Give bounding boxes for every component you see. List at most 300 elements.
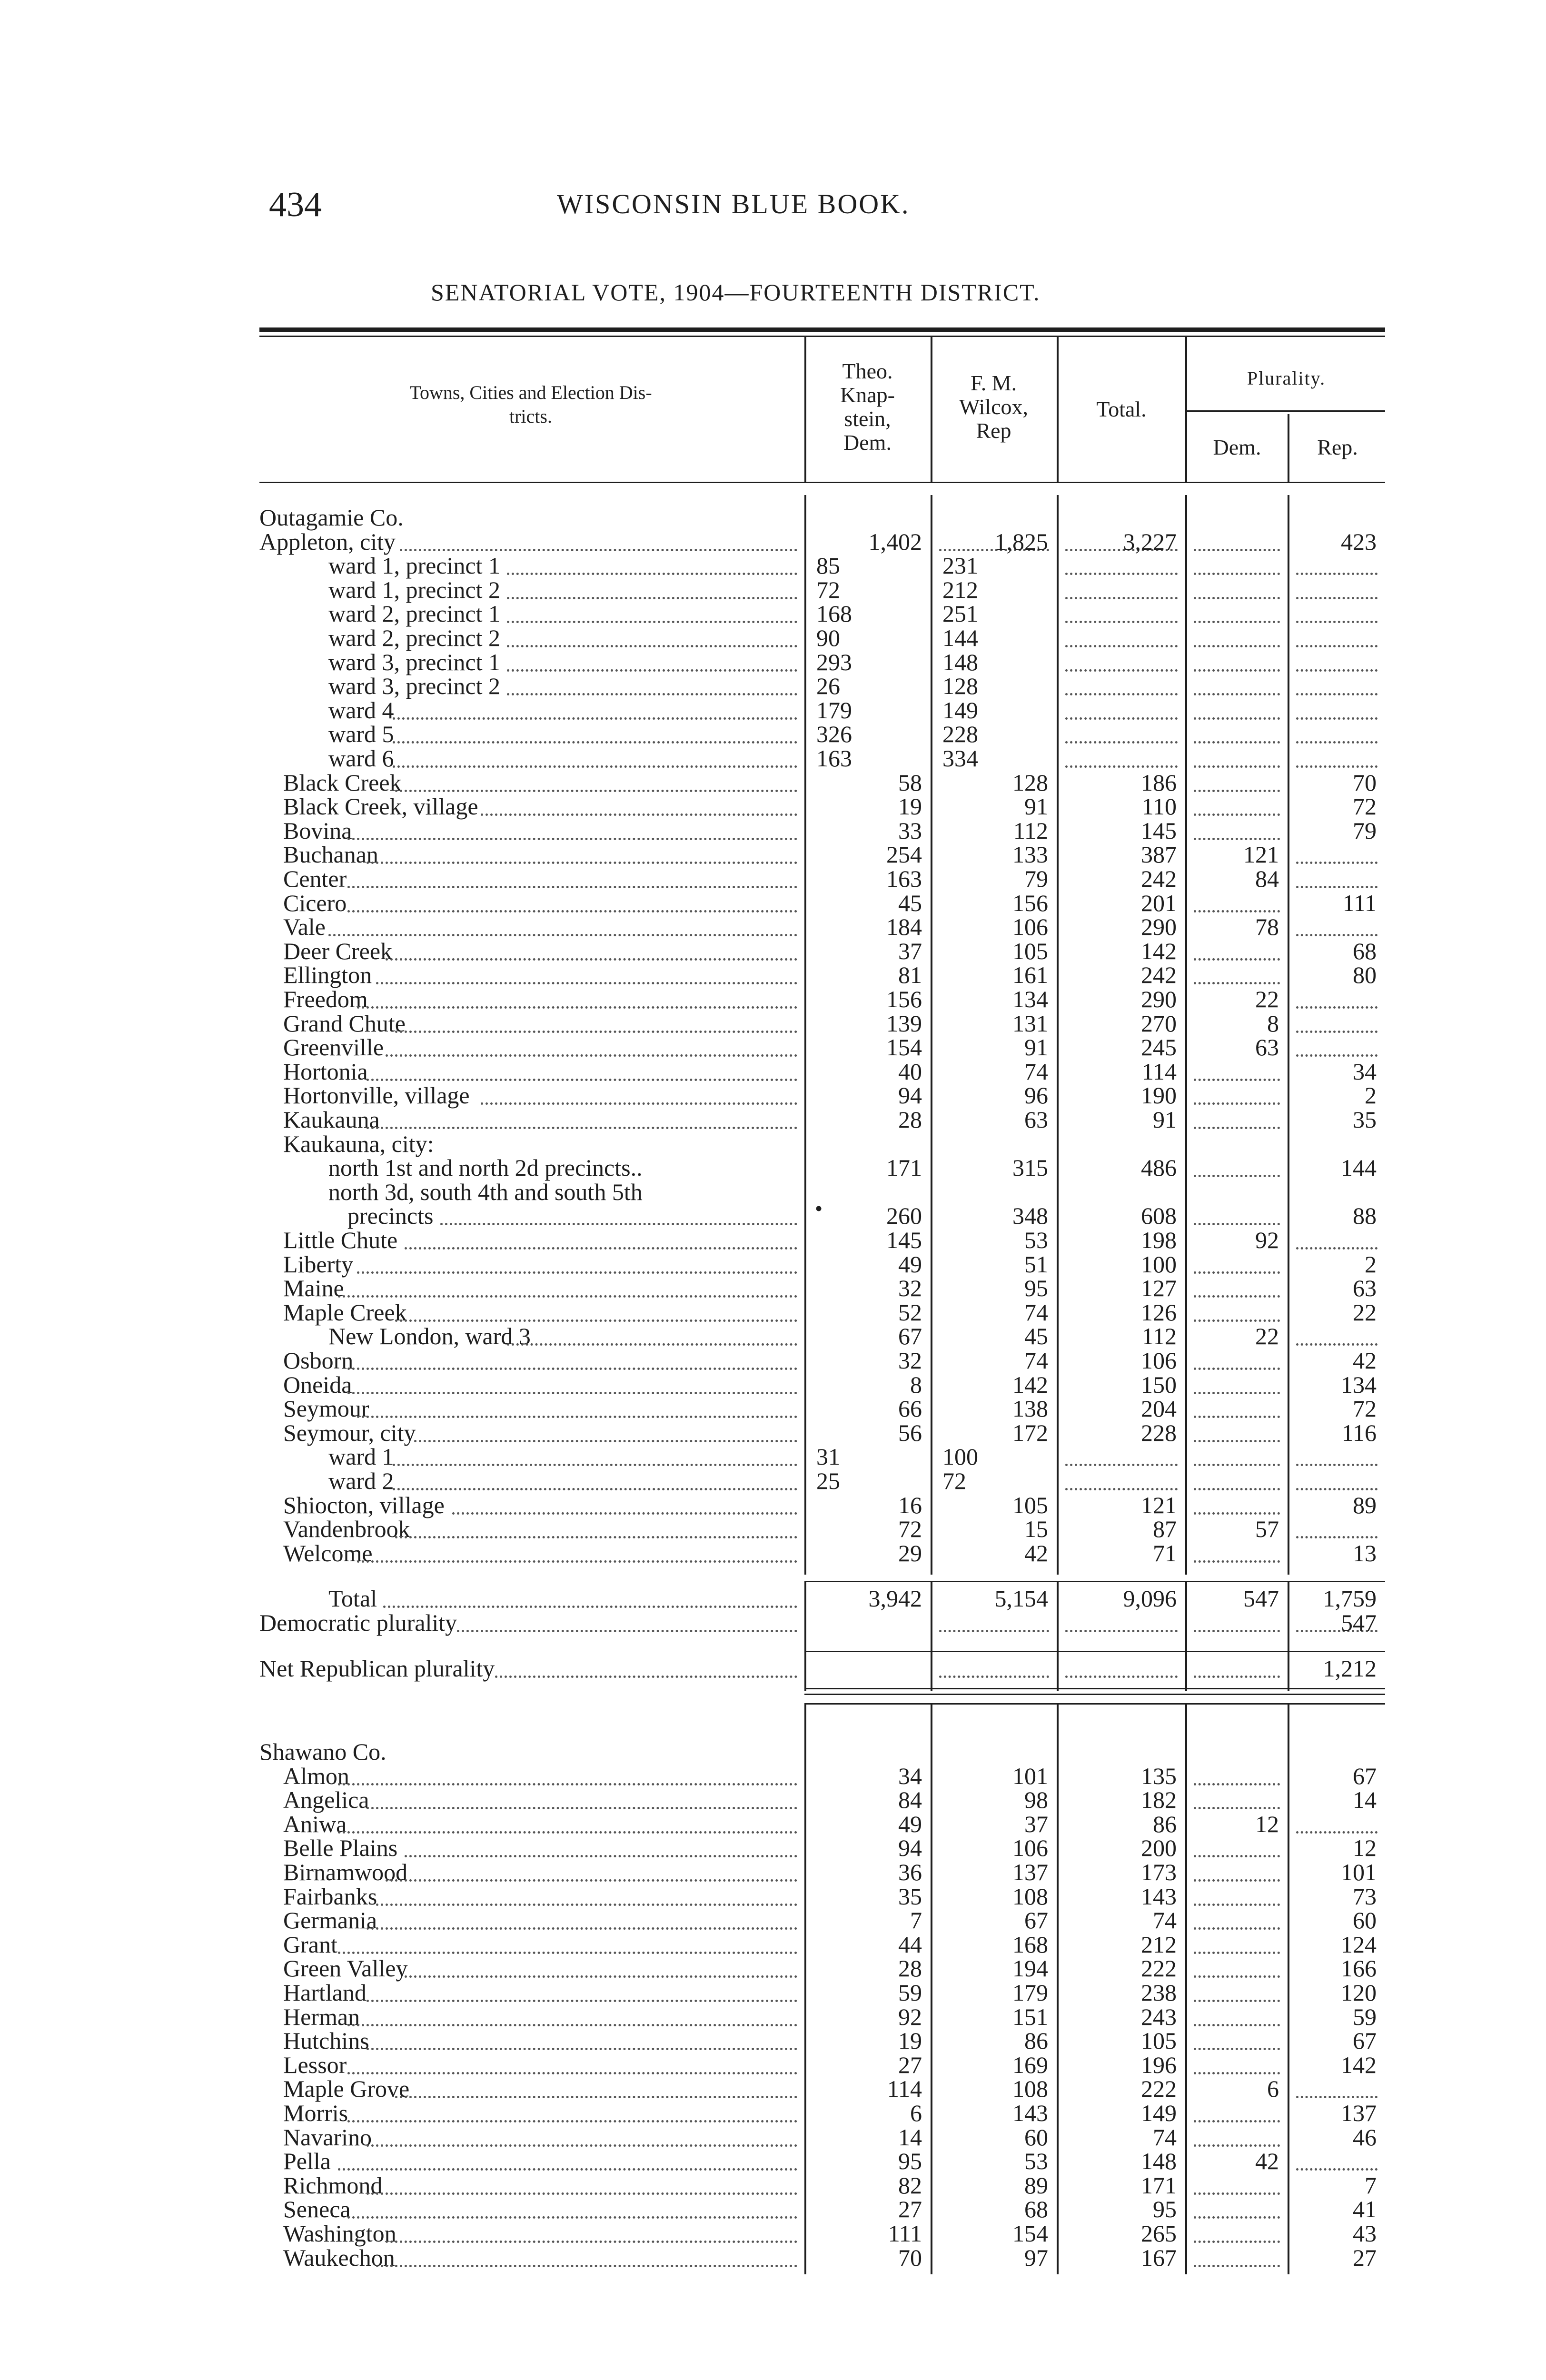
row-knapstein-vote: 36 — [898, 1859, 922, 1885]
column-divider — [931, 1705, 932, 2274]
row-knapstein-vote: 32 — [898, 1275, 922, 1302]
dot-leader — [1065, 669, 1178, 672]
row-rep-plurality: 27 — [1353, 2244, 1377, 2271]
dot-leader — [1296, 645, 1378, 647]
row-wilcox-vote: 106 — [1012, 913, 1048, 941]
dot-leader — [440, 1223, 797, 1225]
row-knapstein-vote: 154 — [886, 1034, 922, 1061]
total-rep-plurality: 1,759 — [1323, 1585, 1377, 1612]
row-total-vote: 167 — [1141, 2244, 1177, 2271]
column-divider — [1288, 495, 1289, 1575]
row-wilcox-vote: 148 — [942, 648, 978, 675]
row-rep-plurality: 59 — [1353, 2003, 1377, 2030]
column-divider — [1057, 495, 1059, 1575]
row-wilcox-vote: 128 — [1012, 769, 1048, 796]
row-label: Greenville — [283, 1034, 384, 1061]
row-label: Vale — [283, 913, 326, 941]
row-wilcox-vote: 154 — [1012, 2220, 1048, 2247]
row-knapstein-vote: 156 — [886, 986, 922, 1012]
dot-leader — [1194, 2000, 1280, 2002]
row-wilcox-vote: 172 — [1012, 1419, 1048, 1446]
row-total-vote: 242 — [1141, 962, 1177, 989]
row-label: Black Creek, village — [283, 793, 478, 820]
row-wilcox-vote: 91 — [1024, 793, 1048, 820]
row-label: Morris — [283, 2100, 348, 2126]
row-knapstein-vote: 179 — [816, 696, 852, 724]
dot-leader — [1194, 2265, 1280, 2267]
row-wilcox-vote: 231 — [942, 552, 978, 579]
row-label: Buchanan — [283, 841, 378, 868]
row-rep-plurality: 35 — [1353, 1106, 1377, 1133]
row-wilcox-vote: 251 — [942, 600, 978, 627]
row-total-vote: 143 — [1141, 1883, 1177, 1910]
dot-leader — [347, 2120, 797, 2122]
row-knapstein-vote: 163 — [886, 865, 922, 892]
row-knapstein-vote: 34 — [898, 1762, 922, 1789]
column-divider — [804, 1705, 806, 2274]
row-total-vote: 243 — [1141, 2003, 1177, 2030]
dot-leader — [1194, 597, 1280, 599]
dot-leader — [1296, 1054, 1378, 1057]
row-label: Kaukauna — [283, 1106, 380, 1133]
row-knapstein-vote: 139 — [886, 1010, 922, 1037]
dot-leader — [338, 1783, 797, 1785]
row-total-vote: 173 — [1141, 1859, 1177, 1885]
row-knapstein-vote: 56 — [898, 1419, 922, 1446]
dot-leader — [1194, 1676, 1280, 1678]
column-divider — [804, 337, 806, 482]
row-label: Hartland — [283, 1979, 367, 2006]
row-rep-plurality: 142 — [1341, 2051, 1377, 2078]
dot-leader — [395, 790, 797, 792]
dot-leader — [395, 1031, 797, 1033]
top-rule-thick — [259, 327, 1385, 332]
dot-leader — [1194, 621, 1280, 623]
dot-leader — [1065, 645, 1178, 647]
header-plurality: Plurality. — [1247, 367, 1326, 389]
row-wilcox-vote: 128 — [942, 673, 978, 700]
dot-leader — [393, 741, 797, 744]
dot-leader — [1296, 621, 1378, 623]
dot-leader — [1296, 765, 1378, 768]
row-label: Appleton, city — [259, 528, 396, 555]
dot-leader — [367, 2048, 797, 2050]
row-label: Hortonia — [283, 1058, 368, 1085]
row-total-vote: 150 — [1141, 1371, 1177, 1398]
row-total-vote: 95 — [1153, 2196, 1177, 2223]
header-dem: Dem. — [1213, 435, 1261, 459]
dot-leader — [1296, 2096, 1378, 2098]
row-total-vote: 74 — [1153, 2123, 1177, 2151]
row-rep-plurality: 70 — [1353, 769, 1377, 796]
row-rep-plurality: 2 — [1365, 1250, 1377, 1278]
row-knapstein-vote: 44 — [898, 1931, 922, 1958]
row-wilcox-vote: 97 — [1024, 2244, 1048, 2271]
dot-leader — [1194, 693, 1280, 695]
row-total-vote: 265 — [1141, 2220, 1177, 2247]
row-knapstein-vote: 90 — [816, 625, 840, 651]
dot-leader — [400, 549, 797, 551]
dot-leader — [1194, 1175, 1280, 1177]
row-wilcox-vote: 112 — [1013, 817, 1048, 844]
column-divider — [1057, 337, 1059, 482]
dem-plurality-label: Democratic plurality — [259, 1609, 457, 1636]
row-label: Grant — [283, 1931, 337, 1958]
row-rep-plurality: 101 — [1341, 1859, 1377, 1885]
dot-leader — [1194, 1368, 1280, 1370]
row-knapstein-vote: 163 — [816, 745, 852, 772]
row-wilcox-vote: 138 — [1012, 1395, 1048, 1422]
row-total-vote: 387 — [1141, 841, 1177, 868]
row-total-vote: 182 — [1141, 1786, 1177, 1814]
row-wilcox-vote: 51 — [1024, 1250, 1048, 1278]
dot-leader — [393, 717, 797, 720]
row-label: Center — [283, 865, 347, 892]
row-total-vote: 290 — [1141, 986, 1177, 1012]
dot-leader — [367, 1127, 797, 1129]
row-rep-plurality: 67 — [1353, 1762, 1377, 1789]
row-knapstein-vote: 94 — [898, 1835, 922, 1862]
dot-leader — [1194, 645, 1280, 647]
row-rep-plurality: 60 — [1353, 1907, 1377, 1934]
dot-leader — [507, 1343, 797, 1346]
dot-leader — [1296, 934, 1378, 936]
row-rep-plurality: 124 — [1341, 1931, 1377, 1958]
dot-leader — [347, 1368, 797, 1370]
dot-leader — [1296, 573, 1378, 575]
dot-leader — [507, 597, 797, 599]
row-label: Bovina — [283, 817, 352, 844]
row-label: Belle Plains — [283, 1835, 398, 1862]
column-divider — [931, 495, 932, 1575]
row-label: Osborn — [283, 1347, 354, 1374]
row-rep-plurality: 120 — [1341, 1979, 1377, 2006]
dot-leader — [457, 1630, 797, 1632]
dot-leader — [481, 1102, 797, 1105]
row-wilcox-vote: 72 — [942, 1468, 966, 1494]
row-knapstein-vote: 19 — [898, 2027, 922, 2054]
row-knapstein-vote: 95 — [898, 2148, 922, 2175]
row-dem-plurality: 63 — [1255, 1034, 1279, 1061]
row-dem-plurality: 121 — [1243, 841, 1279, 868]
dot-leader — [1296, 1536, 1378, 1538]
row-rep-plurality: 137 — [1341, 2100, 1377, 2126]
row-wilcox-vote: 98 — [1024, 1786, 1048, 1814]
row-total-vote: 222 — [1141, 2075, 1177, 2102]
row-knapstein-vote: 35 — [898, 1883, 922, 1910]
dot-leader — [347, 2216, 797, 2219]
row-wilcox-vote: 212 — [942, 576, 978, 603]
row-wilcox-vote: 151 — [1012, 2003, 1048, 2030]
dot-leader — [1296, 886, 1378, 888]
row-wilcox-vote: 89 — [1024, 2172, 1048, 2199]
row-label: Seymour, city — [283, 1419, 416, 1446]
dot-leader — [507, 693, 797, 695]
double-rule-a — [804, 1688, 1385, 1689]
dot-leader — [1194, 1464, 1280, 1466]
dot-leader — [1296, 1488, 1378, 1490]
row-knapstein-vote: 72 — [898, 1516, 922, 1543]
dot-leader — [1194, 765, 1280, 768]
dot-leader — [386, 2241, 797, 2243]
row-total-vote: 201 — [1141, 889, 1177, 916]
row-dem-plurality: 8 — [1267, 1010, 1279, 1037]
double-rule-c — [804, 1703, 1385, 1705]
row-knapstein-vote: 82 — [898, 2172, 922, 2199]
dot-leader — [357, 1560, 797, 1563]
row-total-vote: 126 — [1141, 1299, 1177, 1326]
row-wilcox-vote: 194 — [1012, 1955, 1048, 1982]
row-wilcox-vote: 105 — [1012, 1491, 1048, 1518]
row-label: Washington — [283, 2220, 396, 2247]
row-total-vote: 222 — [1141, 1955, 1177, 1982]
row-knapstein-vote: 14 — [898, 2123, 922, 2151]
dot-leader — [1194, 813, 1280, 816]
county-heading: Outagamie Co. — [259, 504, 404, 531]
row-label: Maple Creek — [283, 1299, 407, 1326]
dot-leader — [405, 1855, 797, 1857]
totals-rule — [804, 1581, 1385, 1582]
dot-leader — [939, 1630, 1049, 1632]
row-label: Hortonville, village — [283, 1082, 470, 1109]
row-knapstein-vote: 37 — [898, 937, 922, 964]
row-label: ward 1 — [328, 1443, 394, 1470]
dot-leader — [1194, 1319, 1280, 1322]
dot-leader — [1194, 1855, 1280, 1857]
row-knapstein-vote: 27 — [898, 2196, 922, 2223]
row-total-vote: 121 — [1141, 1491, 1177, 1518]
row-label: Ellington — [283, 962, 372, 989]
dot-leader — [347, 886, 797, 888]
row-label: Seneca — [283, 2196, 351, 2223]
row-total-vote: 190 — [1141, 1082, 1177, 1109]
row-knapstein-vote: 145 — [886, 1227, 922, 1253]
row-dem-plurality: 6 — [1267, 2075, 1279, 2102]
row-wilcox-vote: 108 — [1012, 1883, 1048, 1910]
row-rep-plurality: 80 — [1353, 962, 1377, 989]
row-total-vote: 3,227 — [1123, 528, 1177, 555]
row-wilcox-vote: 315 — [1012, 1154, 1048, 1181]
dot-leader — [1065, 1464, 1178, 1466]
dot-leader — [1194, 2120, 1280, 2122]
county-heading: Shawano Co. — [259, 1738, 386, 1765]
row-wilcox-vote: 45 — [1024, 1323, 1048, 1350]
row-wilcox-vote: 91 — [1024, 1034, 1048, 1061]
row-knapstein-vote: 184 — [886, 913, 922, 941]
row-total-vote: 74 — [1153, 1907, 1177, 1934]
dot-leader — [1065, 621, 1178, 623]
row-wilcox-vote: 60 — [1024, 2123, 1048, 2151]
header-bottom-rule — [259, 482, 1385, 483]
row-wilcox-vote: 68 — [1024, 2196, 1048, 2223]
dot-leader — [395, 2096, 797, 2098]
dot-leader — [338, 1295, 797, 1298]
dot-leader — [386, 1054, 797, 1057]
dot-leader — [1296, 741, 1378, 744]
row-label: north 1st and north 2d precincts.. — [328, 1154, 643, 1181]
dot-leader — [338, 1952, 797, 1954]
row-dem-plurality: 22 — [1255, 986, 1279, 1012]
row-wilcox-vote: 95 — [1024, 1275, 1048, 1302]
row-total-vote: 127 — [1141, 1275, 1177, 1302]
dot-leader — [1194, 1927, 1280, 1930]
dot-leader — [1296, 669, 1378, 672]
row-label: ward 6 — [328, 745, 394, 772]
row-wilcox-vote: 161 — [1012, 962, 1048, 989]
dot-leader — [347, 1392, 797, 1394]
row-rep-plurality: 144 — [1341, 1154, 1377, 1181]
dot-leader — [367, 2000, 797, 2002]
dot-leader — [1194, 1904, 1280, 1906]
running-head: WISCONSIN BLUE BOOK. — [557, 188, 910, 219]
row-rep-plurality: 423 — [1341, 528, 1377, 555]
total-wilcox-vote: 5,154 — [994, 1585, 1048, 1612]
dot-leader — [1194, 790, 1280, 792]
row-wilcox-vote: 334 — [942, 745, 978, 772]
dot-leader — [405, 1975, 797, 1978]
dem-plurality-rep-plurality: 547 — [1341, 1609, 1377, 1636]
row-label: Vandenbrook — [283, 1516, 410, 1543]
row-wilcox-vote: 37 — [1024, 1810, 1048, 1837]
dot-leader — [452, 1512, 797, 1515]
row-wilcox-vote: 134 — [1012, 986, 1048, 1012]
dot-leader — [338, 2168, 797, 2171]
row-knapstein-vote: 25 — [816, 1468, 840, 1494]
row-rep-plurality: 22 — [1353, 1299, 1377, 1326]
row-rep-plurality: 14 — [1353, 1786, 1377, 1814]
row-wilcox-vote: 228 — [942, 721, 978, 748]
row-label: Almon — [283, 1762, 349, 1789]
row-total-vote: 112 — [1141, 1323, 1177, 1350]
dot-leader — [1194, 549, 1280, 551]
dot-leader — [1194, 1560, 1280, 1563]
dot-leader — [1065, 1630, 1178, 1632]
row-knapstein-vote: 28 — [898, 1106, 922, 1133]
row-wilcox-vote: 53 — [1024, 2148, 1048, 2175]
dot-leader — [1194, 2216, 1280, 2219]
row-knapstein-vote: 28 — [898, 1955, 922, 1982]
dot-leader — [386, 1879, 797, 1882]
row-total-vote: 196 — [1141, 2051, 1177, 2078]
total-total-vote: 9,096 — [1123, 1585, 1177, 1612]
row-rep-plurality: 41 — [1353, 2196, 1377, 2223]
row-total-vote: 198 — [1141, 1227, 1177, 1253]
row-wilcox-vote: 108 — [1012, 2075, 1048, 2102]
row-total-vote: 110 — [1141, 793, 1177, 820]
row-wilcox-vote: 53 — [1024, 1227, 1048, 1253]
row-dem-plurality: 78 — [1255, 913, 1279, 941]
dot-leader — [347, 2024, 797, 2026]
dot-leader — [367, 2192, 797, 2195]
row-label: ward 2, precinct 1 — [328, 600, 500, 627]
row-total-vote: 145 — [1141, 817, 1177, 844]
row-label: Maple Grove — [283, 2075, 410, 2102]
header-rep: Rep. — [1317, 435, 1358, 459]
dot-leader — [338, 1831, 797, 1834]
dot-leader — [1194, 1952, 1280, 1954]
row-total-vote: 608 — [1141, 1202, 1177, 1230]
row-knapstein-vote: 49 — [898, 1810, 922, 1837]
header-towns: Towns, Cities and Election Dis- tricts. — [409, 382, 652, 427]
dot-leader — [1194, 1440, 1280, 1442]
row-total-vote: 238 — [1141, 1979, 1177, 2006]
dot-leader — [383, 1606, 797, 1608]
row-label: Black Creek — [283, 769, 402, 796]
dot-leader — [1194, 2144, 1280, 2147]
dot-leader — [393, 1464, 797, 1466]
row-wilcox-vote: 106 — [1012, 1835, 1048, 1862]
dot-leader — [507, 573, 797, 575]
row-wilcox-vote: 169 — [1012, 2051, 1048, 2078]
row-label: Germania — [283, 1907, 377, 1934]
row-total-vote: 149 — [1141, 2100, 1177, 2126]
row-total-vote: 228 — [1141, 1419, 1177, 1446]
row-label: Birnamwood — [283, 1859, 408, 1885]
row-rep-plurality: 42 — [1353, 1347, 1377, 1374]
dot-leader — [1194, 1488, 1280, 1490]
row-wilcox-vote: 144 — [942, 625, 978, 651]
dot-leader — [1194, 717, 1280, 720]
row-knapstein-vote: 7 — [910, 1907, 922, 1934]
dot-leader — [1194, 982, 1280, 984]
dot-leader — [1194, 2241, 1280, 2243]
row-label: Richmond — [283, 2172, 383, 2199]
row-rep-plurality: 134 — [1341, 1371, 1377, 1398]
row-label: north 3d, south 4th and south 5th — [328, 1178, 643, 1205]
dot-leader — [405, 1247, 797, 1250]
row-total-vote: 204 — [1141, 1395, 1177, 1422]
row-rep-plurality: 89 — [1353, 1491, 1377, 1518]
row-rep-plurality: 7 — [1365, 2172, 1377, 2199]
row-knapstein-vote: 85 — [816, 552, 840, 579]
row-total-vote: 105 — [1141, 2027, 1177, 2054]
row-knapstein-vote: 19 — [898, 793, 922, 820]
row-dem-plurality: 42 — [1255, 2148, 1279, 2175]
row-wilcox-vote: 179 — [1012, 1979, 1048, 2006]
row-knapstein-vote: 111 — [888, 2220, 922, 2247]
row-wilcox-vote: 143 — [1012, 2100, 1048, 2126]
row-total-vote: 200 — [1141, 1835, 1177, 1862]
row-total-vote: 148 — [1141, 2148, 1177, 2175]
dot-leader — [1194, 669, 1280, 672]
dot-leader — [1194, 1271, 1280, 1274]
dot-leader — [347, 838, 797, 840]
page-number: 434 — [269, 185, 322, 224]
row-total-vote: 106 — [1141, 1347, 1177, 1374]
row-wilcox-vote: 137 — [1012, 1859, 1048, 1885]
dot-leader — [357, 1006, 797, 1009]
row-label: Waukechon — [283, 2244, 395, 2271]
row-label: Deer Creek — [283, 937, 393, 964]
row-wilcox-vote: 100 — [942, 1443, 978, 1470]
row-wilcox-vote: 133 — [1012, 841, 1048, 868]
dot-leader — [1194, 1102, 1280, 1105]
dot-leader — [495, 1676, 797, 1678]
row-knapstein-vote: 29 — [898, 1539, 922, 1567]
row-total-vote: 91 — [1153, 1106, 1177, 1133]
dot-leader — [393, 1488, 797, 1490]
row-total-vote: 100 — [1141, 1250, 1177, 1278]
row-dem-plurality: 22 — [1255, 1323, 1279, 1350]
total-label: Total — [328, 1585, 377, 1612]
row-label: Seymour — [283, 1395, 369, 1422]
row-label: ward 3, precinct 2 — [328, 673, 500, 700]
dot-leader — [1065, 1488, 1178, 1490]
column-divider — [931, 337, 932, 482]
row-label: Herman — [283, 2003, 360, 2030]
dot-leader — [1296, 693, 1378, 695]
row-total-vote: 186 — [1141, 769, 1177, 796]
